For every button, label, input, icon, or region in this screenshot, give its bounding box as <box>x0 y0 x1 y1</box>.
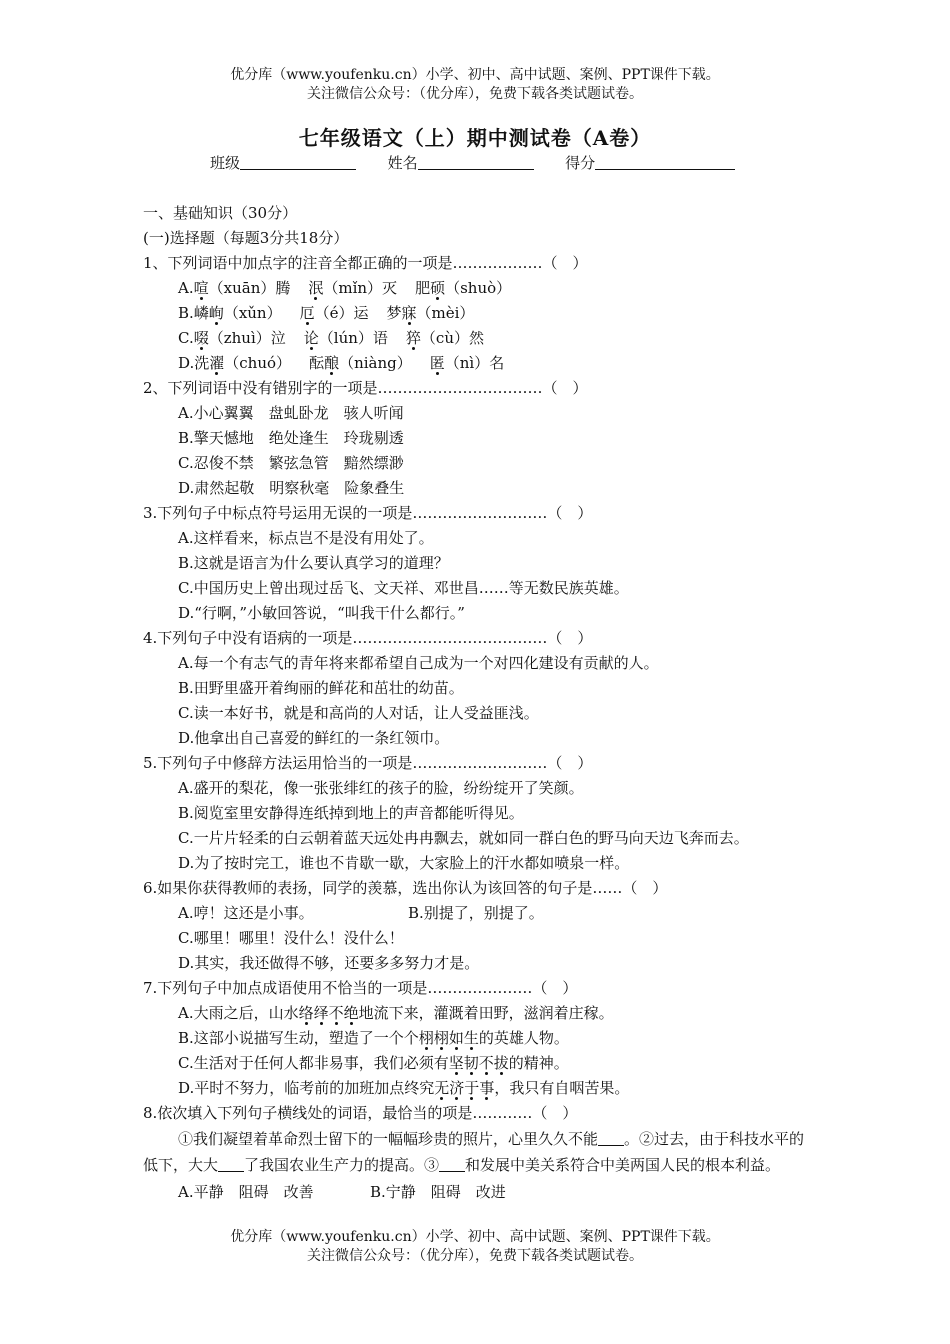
question-6-option-d: D.其实，我还做得不够，还要多多努力才是。 <box>178 954 480 972</box>
page-title: 七年级语文（上）期中测试卷（A卷） <box>298 126 652 150</box>
question-4-stem: 4.下列句子中没有语病的一项是…………………………………（ ） <box>143 629 593 647</box>
class-blank[interactable] <box>240 153 356 170</box>
score-blank[interactable] <box>595 153 735 170</box>
question-8-stem: 8.依次填入下列句子横线处的词语，最恰当的项是…………（ ） <box>143 1104 578 1122</box>
question-5-option-d: D.为了按时完工，谁也不肯歇一歇，大家脸上的汗水都如喷泉一样。 <box>178 854 630 872</box>
class-label: 班级 <box>210 154 241 172</box>
header-line-1: 优分库（www.youfenku.cn）小学、初中、高中试题、案例、PPT课件下载。 <box>230 67 720 83</box>
student-info-row <box>210 152 735 173</box>
question-7-option-d: D.平时不努力，临考前的加班加点终究无济于事，我只有自咽苦果。 <box>178 1079 630 1097</box>
question-5-option-a: A.盛开的梨花，像一张张绯红的孩子的脸，纷纷绽开了笑颜。 <box>178 779 584 797</box>
question-5-option-c: C.一片片轻柔的白云朝着蓝天远处冉冉飘去，就如同一群白色的野马向天边飞奔而去。 <box>178 829 749 847</box>
score-label: 得分 <box>565 154 596 172</box>
question-1-option-c: C.啜（zhuì）泣 论（lún）语 猝（cù）然 <box>178 329 484 347</box>
question-8-passage: ①我们凝望着革命烈士留下的一幅幅珍贵的照片，心里久久不能 。②过去，由于科技水平的低下，大大 了我国农业生产力的提高。③ 和发展中美关系符合中美两国人民的根本利益。 <box>143 1130 805 1174</box>
question-3-stem: 3.下列句子中标点符号运用无误的一项是………………………（ ） <box>143 504 593 522</box>
header-line-2: 关注微信公众号：（优分库），免费下载各类试题试卷。 <box>307 86 643 102</box>
question-1-stem: 1、下列词语中加点字的注音全都正确的一项是………………（ ） <box>143 254 588 272</box>
question-6-options-ab <box>143 901 813 926</box>
question-6-option-a: A.哼！这还是小事。 <box>178 904 314 922</box>
question-7-option-a: A.大雨之后，山水络绎不绝地流下来，灌溉着田野，滋润着庄稼。 <box>178 1004 614 1022</box>
question-4-option-c: C.读一本好书，就是和高尚的人对话，让人受益匪浅。 <box>178 704 539 722</box>
exam-content <box>143 201 813 1205</box>
question-7-option-c: C.生活对于任何人都非易事，我们必须有坚韧不拔的精神。 <box>178 1054 569 1072</box>
question-1-option-a: A.喧（xuān）腾 泯（mǐn）灭 肥硕（shuò） <box>178 279 512 297</box>
site-header <box>0 66 950 104</box>
question-7-option-b: B.这部小说描写生动，塑造了一个个栩栩如生的英雄人物。 <box>178 1029 569 1047</box>
question-6-stem: 6.如果你获得教师的表扬，同学的羡慕，选出你认为该回答的句子是……（ ） <box>143 879 668 897</box>
name-label: 姓名 <box>387 154 418 172</box>
fill-blank-2[interactable] <box>218 1157 244 1172</box>
question-8-option-b: B.宁静 阻碍 改进 <box>370 1183 506 1201</box>
question-5-option-b: B.阅览室里安静得连纸掉到地上的声音都能听得见。 <box>178 804 524 822</box>
question-6-option-b: B.别提了，别提了。 <box>408 904 544 922</box>
subsection-heading: (一)选择题（每题3分共18分） <box>143 229 349 247</box>
question-1-option-d: D.洗濯（chuó） 酝酿（niàng） 匿（nì）名 <box>178 354 505 372</box>
fill-blank-3[interactable] <box>439 1157 465 1172</box>
question-2-stem: 2、下列词语中没有错别字的一项是……………………………（ ） <box>143 379 588 397</box>
question-1-option-b: B.嶙峋（xǔn） 厄（é）运 梦寐（mèi） <box>178 304 475 322</box>
question-3-option-b: B.这就是语言为什么要认真学习的道理？ <box>178 554 449 572</box>
site-footer <box>0 1228 950 1266</box>
question-5-stem: 5.下列句子中修辞方法运用恰当的一项是………………………（ ） <box>143 754 593 772</box>
question-2-option-d: D.肃然起敬 明察秋毫 险象叠生 <box>178 479 405 497</box>
footer-line-1: 优分库（www.youfenku.cn）小学、初中、高中试题、案例、PPT课件下载。 <box>230 1229 720 1245</box>
section-heading: 一、基础知识（30分） <box>143 204 298 222</box>
question-4-option-a: A.每一个有志气的青年将来都希望自己成为一个对四化建设有贡献的人。 <box>178 654 659 672</box>
question-6-option-c: C.哪里！哪里！没什么！没什么！ <box>178 929 404 947</box>
question-4-option-b: B.田野里盛开着绚丽的鲜花和茁壮的幼苗。 <box>178 679 464 697</box>
name-blank[interactable] <box>418 153 534 170</box>
question-7-stem: 7.下列句子中加点成语使用不恰当的一项是…………………（ ） <box>143 979 578 997</box>
question-4-option-d: D.他拿出自己喜爱的鲜红的一条红领巾。 <box>178 729 450 747</box>
question-3-option-d: D.“行啊，”小敏回答说，“叫我干什么都行。” <box>178 604 465 622</box>
fill-blank-1[interactable] <box>598 1131 624 1146</box>
question-2-option-b: B.擎天憾地 绝处逢生 玲珑剔透 <box>178 429 404 447</box>
question-3-option-c: C.中国历史上曾出现过岳飞、文天祥、邓世昌……等无数民族英雄。 <box>178 579 629 597</box>
question-2-option-a: A.小心翼翼 盘虬卧龙 骇人听闻 <box>178 404 404 422</box>
question-8-option-a: A.平静 阻碍 改善 <box>178 1183 314 1201</box>
footer-line-2: 关注微信公众号：（优分库），免费下载各类试题试卷。 <box>307 1248 643 1264</box>
question-8-options-ab <box>143 1180 813 1205</box>
question-2-option-c: C.忍俊不禁 繁弦急管 黯然缥渺 <box>178 454 404 472</box>
question-3-option-a: A.这样看来，标点岂不是没有用处了。 <box>178 529 434 547</box>
